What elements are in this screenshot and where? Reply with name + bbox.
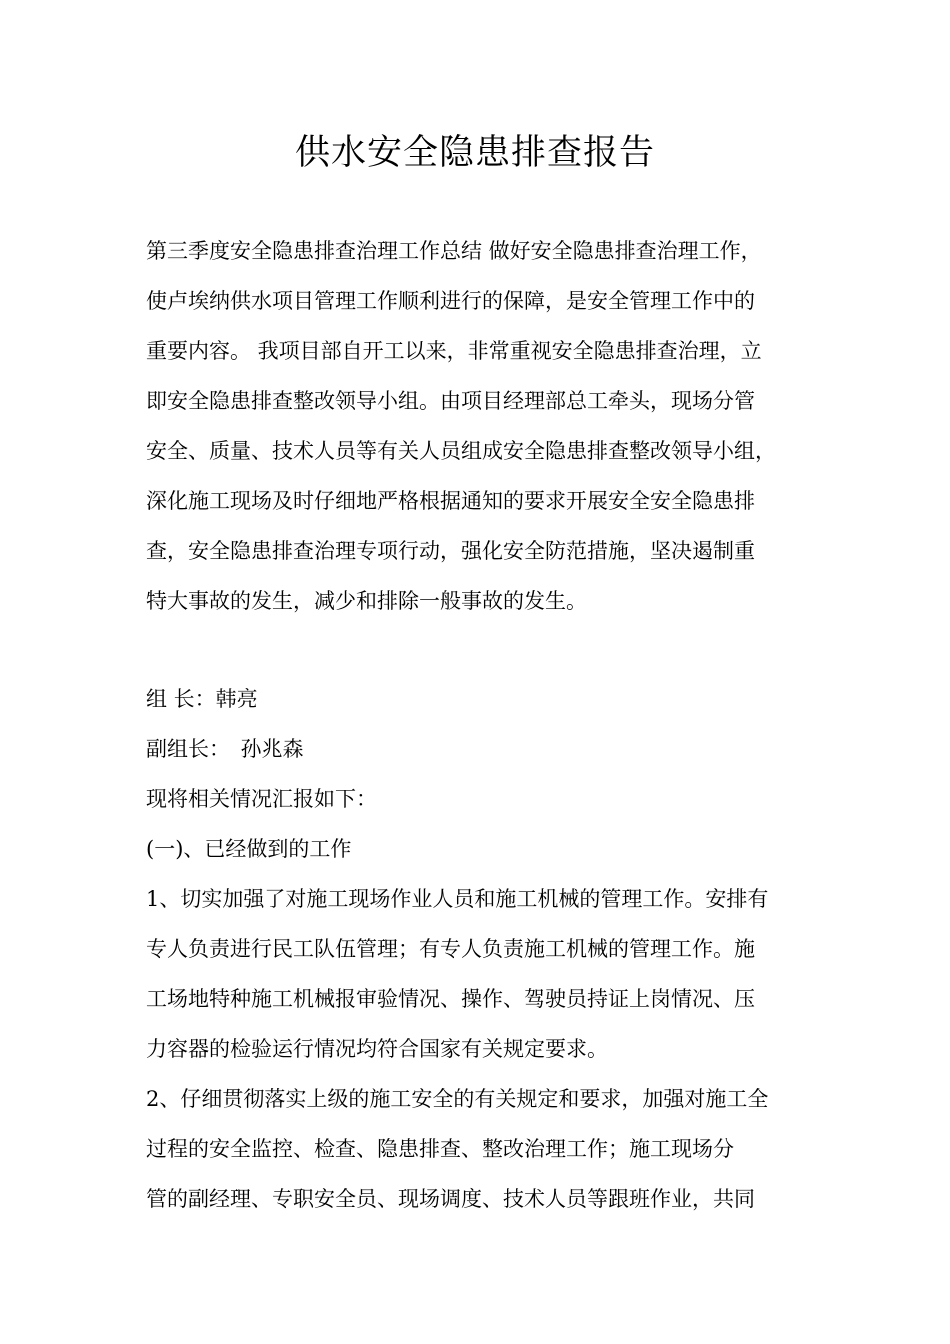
item2-line: 管的副经理、专职安全员、现场调度、技术人员等跟班作业，共同 [146, 1187, 755, 1211]
intro-line: 重要内容。 我项目部自开工以来，非常重视安全隐患排查治理，立 [146, 339, 762, 363]
item1-line: 力容器的检验运行情况均符合国家有关规定要求。 [146, 1037, 608, 1061]
item1-line: 工场地特种施工机械报审验情况、操作、驾驶员持证上岗情况、压 [146, 987, 755, 1011]
document-title: 供水安全隐患排查报告 [294, 133, 655, 173]
intro-line: 深化施工现场及时仔细地严格根据通知的要求开展安全安全隐患排 [146, 489, 755, 513]
section-heading: (一)、已经做到的工作 [146, 837, 352, 861]
item2-line: 过程的安全监控、检查、隐患排查、整改治理工作；施工现场分 [146, 1137, 734, 1161]
item1-line: 1、切实加强了对施工现场作业人员和施工机械的管理工作。安排有 [146, 887, 769, 911]
item1-line: 专人负责进行民工队伍管理；有专人负责施工机械的管理工作。施 [146, 937, 755, 961]
intro-line: 即安全隐患排查整改领导小组。由项目经理部总工牵头，现场分管 [146, 389, 755, 413]
intro-line: 查，安全隐患排查治理专项行动，强化安全防范措施，坚决遏制重 [146, 539, 755, 563]
intro-line: 使卢埃纳供水项目管理工作顺利进行的保障，是安全管理工作中的 [146, 289, 755, 313]
report-intro-line: 现将相关情况汇报如下： [146, 787, 377, 811]
intro-line: 安全、质量、技术人员等有关人员组成安全隐患排查整改领导小组， [146, 439, 776, 463]
intro-line: 第三季度安全隐患排查治理工作总结 做好安全隐患排查治理工作， [146, 239, 762, 263]
deputy-leader-line: 副组长： 孙兆森 [146, 737, 304, 761]
leader-line: 组 长：韩亮 [146, 687, 258, 711]
intro-line: 特大事故的发生，减少和排除一般事故的发生。 [146, 589, 587, 613]
item2-line: 2、仔细贯彻落实上级的施工安全的有关规定和要求，加强对施工全 [146, 1087, 769, 1111]
